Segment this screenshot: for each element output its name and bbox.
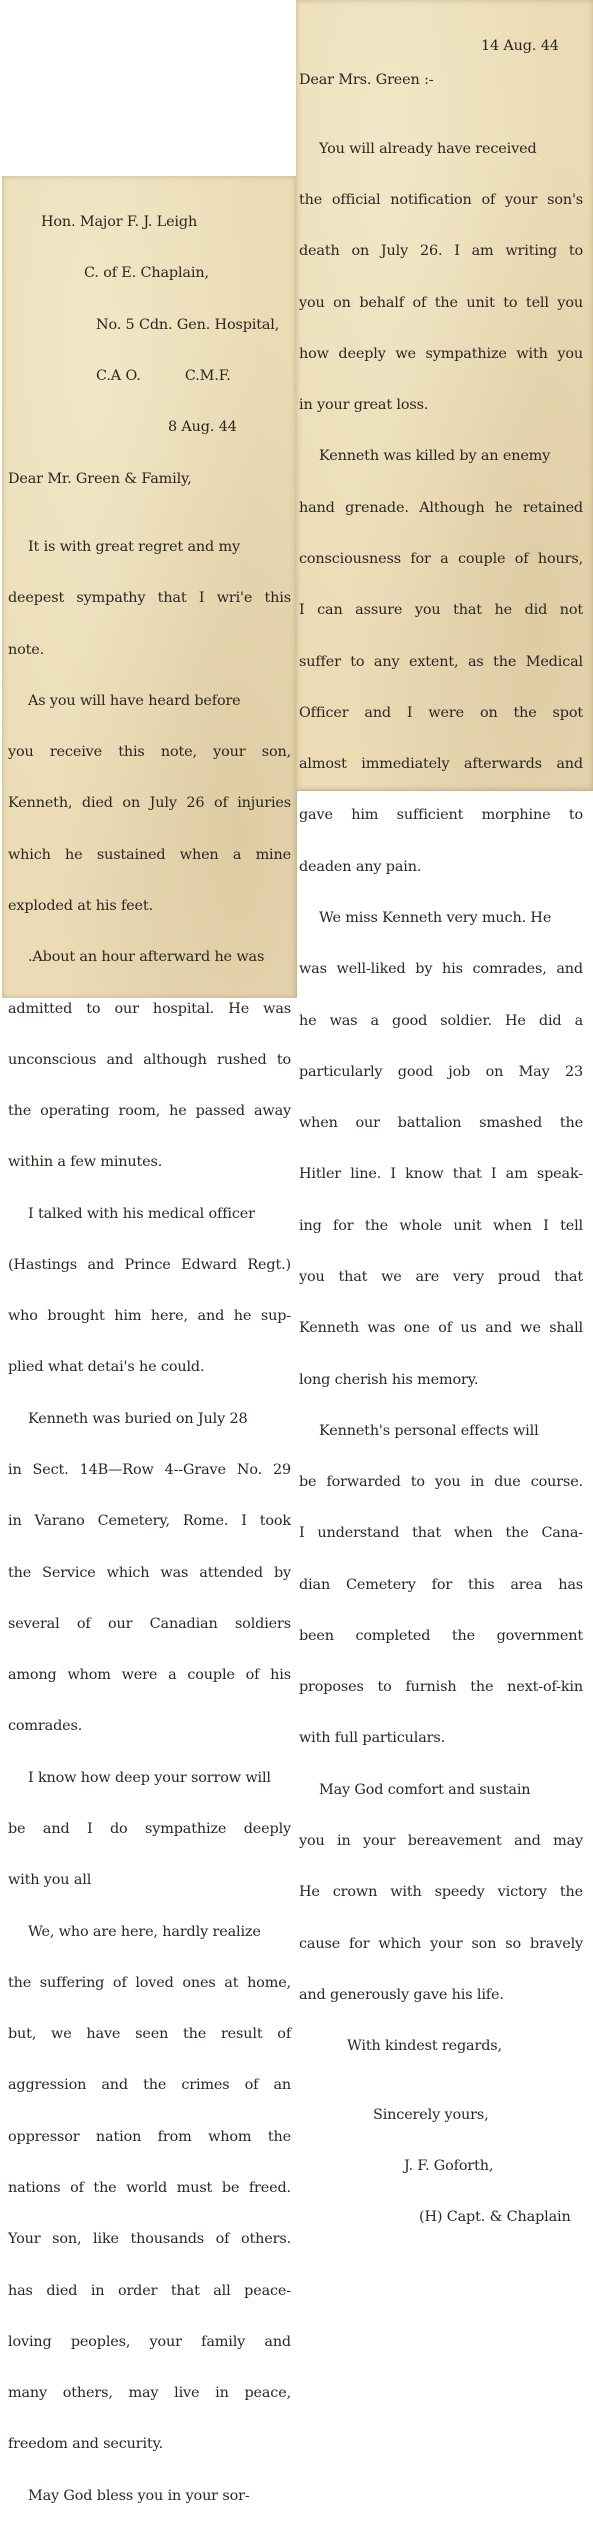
body-line: in Sect. 14B—Row 4--Grave No. 29 bbox=[8, 1462, 291, 1479]
body-line: in Varano Cemetery, Rome. I took bbox=[8, 1513, 291, 1530]
body-line: be and I do sympathize deeply bbox=[8, 1821, 291, 1837]
body-line: with full particulars. bbox=[299, 1730, 446, 1747]
body-line: who brought him here, and he sup- bbox=[8, 1308, 291, 1325]
body-line: I understand that when the Cana- bbox=[299, 1525, 583, 1542]
body-line: deaden any pain. bbox=[299, 858, 422, 875]
body-line: Officer and I were on the spot bbox=[299, 704, 583, 721]
body-line: .About an hour afterward he was bbox=[28, 949, 265, 966]
body-line: freedom and security. bbox=[8, 2436, 164, 2453]
body-line: has died in order that all peace- bbox=[8, 2282, 291, 2299]
body-line: among whom were a couple of his bbox=[8, 1667, 291, 1684]
body-line: He crown with speedy victory the bbox=[299, 1884, 583, 1901]
right-letter-clipping bbox=[296, 0, 593, 2226]
body-line: You will already have received bbox=[319, 140, 537, 157]
body-line: As you will have heard before bbox=[28, 692, 241, 709]
heading-line: No. 5 Cdn. Gen. Hospital, bbox=[96, 316, 280, 333]
body-line: nations of the world must be freed. bbox=[8, 2179, 291, 2196]
body-line: It is with great regret and my bbox=[28, 538, 240, 555]
body-line: oppressor nation from whom the bbox=[8, 2128, 291, 2145]
body-line: We, who are here, hardly realize bbox=[28, 1923, 261, 1940]
body-line: note. bbox=[8, 641, 45, 658]
body-line: dian Cemetery for this area has bbox=[299, 1576, 583, 1593]
body-line: We miss Kenneth very much. He bbox=[319, 909, 552, 926]
left-letter-text bbox=[8, 180, 296, 2539]
signature-title: (H) Capt. & Chaplain bbox=[419, 2209, 571, 2226]
signature-name: J. F. Goforth, bbox=[404, 2157, 494, 2174]
body-line: I talked with his medical officer bbox=[28, 1205, 255, 1222]
closing-line: Sincerely yours, bbox=[373, 2106, 489, 2123]
body-line: the suffering of loved ones at home, bbox=[8, 1974, 291, 1991]
body-line: the operating room, he passed away bbox=[8, 1103, 291, 1120]
body-line: I can assure you that he did not bbox=[299, 602, 583, 619]
body-line: you that we are very proud that bbox=[299, 1268, 583, 1285]
body-line: May God bless you in your sor- bbox=[28, 2487, 250, 2504]
body-line: which he sustained when a mine bbox=[8, 846, 291, 863]
body-line: when our battalion smashed the bbox=[299, 1115, 583, 1132]
body-line: be forwarded to you in due course. bbox=[299, 1474, 583, 1491]
heading-line: C.A O. C.M.F. bbox=[96, 368, 231, 385]
body-line: you in your bereavement and may bbox=[299, 1833, 583, 1850]
body-line: in your great loss. bbox=[299, 397, 429, 414]
body-line: proposes to furnish the next-of-kin bbox=[299, 1679, 583, 1696]
body-line: particularly good job on May 23 bbox=[299, 1063, 583, 1080]
body-line: gave him sufficient morphine to bbox=[299, 807, 583, 824]
body-line: Kenneth was buried on July 28 bbox=[28, 1410, 248, 1427]
body-line: admitted to our hospital. He was bbox=[8, 1000, 291, 1017]
body-line: plied what detai's he could. bbox=[8, 1359, 205, 1376]
body-line: consciousness for a couple of hours, bbox=[299, 551, 583, 567]
body-line: you on behalf of the unit to tell you bbox=[299, 294, 583, 311]
body-line: many others, may live in peace, bbox=[8, 2385, 291, 2402]
date-line: 14 Aug. 44 bbox=[481, 38, 559, 55]
body-line: long cherish his memory. bbox=[299, 1371, 479, 1388]
body-line: Kenneth's personal effects will bbox=[319, 1422, 539, 1439]
body-line: several of our Canadian soldiers bbox=[8, 1615, 291, 1632]
body-line: aggression and the crimes of an bbox=[8, 2077, 291, 2094]
heading-line: C. of E. Chaplain, bbox=[84, 265, 209, 282]
body-line: you receive this note, your son, bbox=[8, 744, 291, 761]
body-line: been completed the government bbox=[299, 1627, 583, 1644]
right-letter-text bbox=[299, 4, 593, 2260]
body-line: with you all bbox=[8, 1872, 92, 1889]
body-line: he was a good soldier. He did a bbox=[299, 1012, 583, 1029]
body-line: deepest sympathy that I wri'e this bbox=[8, 590, 291, 607]
body-line: ing for the whole unit when I tell bbox=[299, 1217, 583, 1234]
body-line: Kenneth, died on July 26 of injuries bbox=[8, 795, 291, 812]
body-line: death on July 26. I am writing to bbox=[299, 243, 583, 260]
body-line: was well-liked by his comrades, and bbox=[299, 961, 583, 978]
salutation: Dear Mrs. Green :- bbox=[299, 72, 434, 89]
body-line: With kindest regards, bbox=[347, 2038, 502, 2055]
body-line: Hitler line. I know that I am speak- bbox=[299, 1166, 583, 1183]
body-line: but, we have seen the result of bbox=[8, 2026, 291, 2043]
body-line: and generously gave his life. bbox=[299, 1986, 504, 2003]
body-line: Your son, like thousands of others. bbox=[8, 2231, 291, 2248]
body-line: almost immediately afterwards and bbox=[299, 756, 583, 773]
body-line: hand grenade. Although he retained bbox=[299, 499, 583, 516]
left-letter-clipping bbox=[2, 176, 297, 2504]
salutation: Dear Mr. Green & Family, bbox=[8, 470, 192, 487]
body-line: Kenneth was killed by an enemy bbox=[319, 448, 551, 465]
heading-line: Hon. Major F. J. Leigh bbox=[41, 214, 198, 231]
body-line: cause for which your son so bravely bbox=[299, 1935, 583, 1952]
body-line: the Service which was attended by bbox=[8, 1564, 291, 1581]
body-line: May God comfort and sustain bbox=[319, 1781, 531, 1798]
body-line: within a few minutes. bbox=[8, 1154, 163, 1171]
body-line: comrades. bbox=[8, 1718, 83, 1735]
body-line: exploded at his feet. bbox=[8, 897, 153, 914]
body-line: unconscious and although rushed to bbox=[8, 1051, 291, 1068]
body-line: the official notification of your son's bbox=[299, 192, 583, 209]
body-line: suffer to any extent, as the Medical bbox=[299, 653, 583, 670]
body-line: Kenneth was one of us and we shall bbox=[299, 1320, 583, 1337]
body-line: I know how deep your sorrow will bbox=[28, 1769, 271, 1786]
body-line: loving peoples, your family and bbox=[8, 2333, 291, 2350]
body-line: (Hastings and Prince Edward Regt.) bbox=[8, 1256, 291, 1273]
body-line: how deeply we sympathize with you bbox=[299, 345, 583, 362]
date-line: 8 Aug. 44 bbox=[168, 419, 237, 436]
